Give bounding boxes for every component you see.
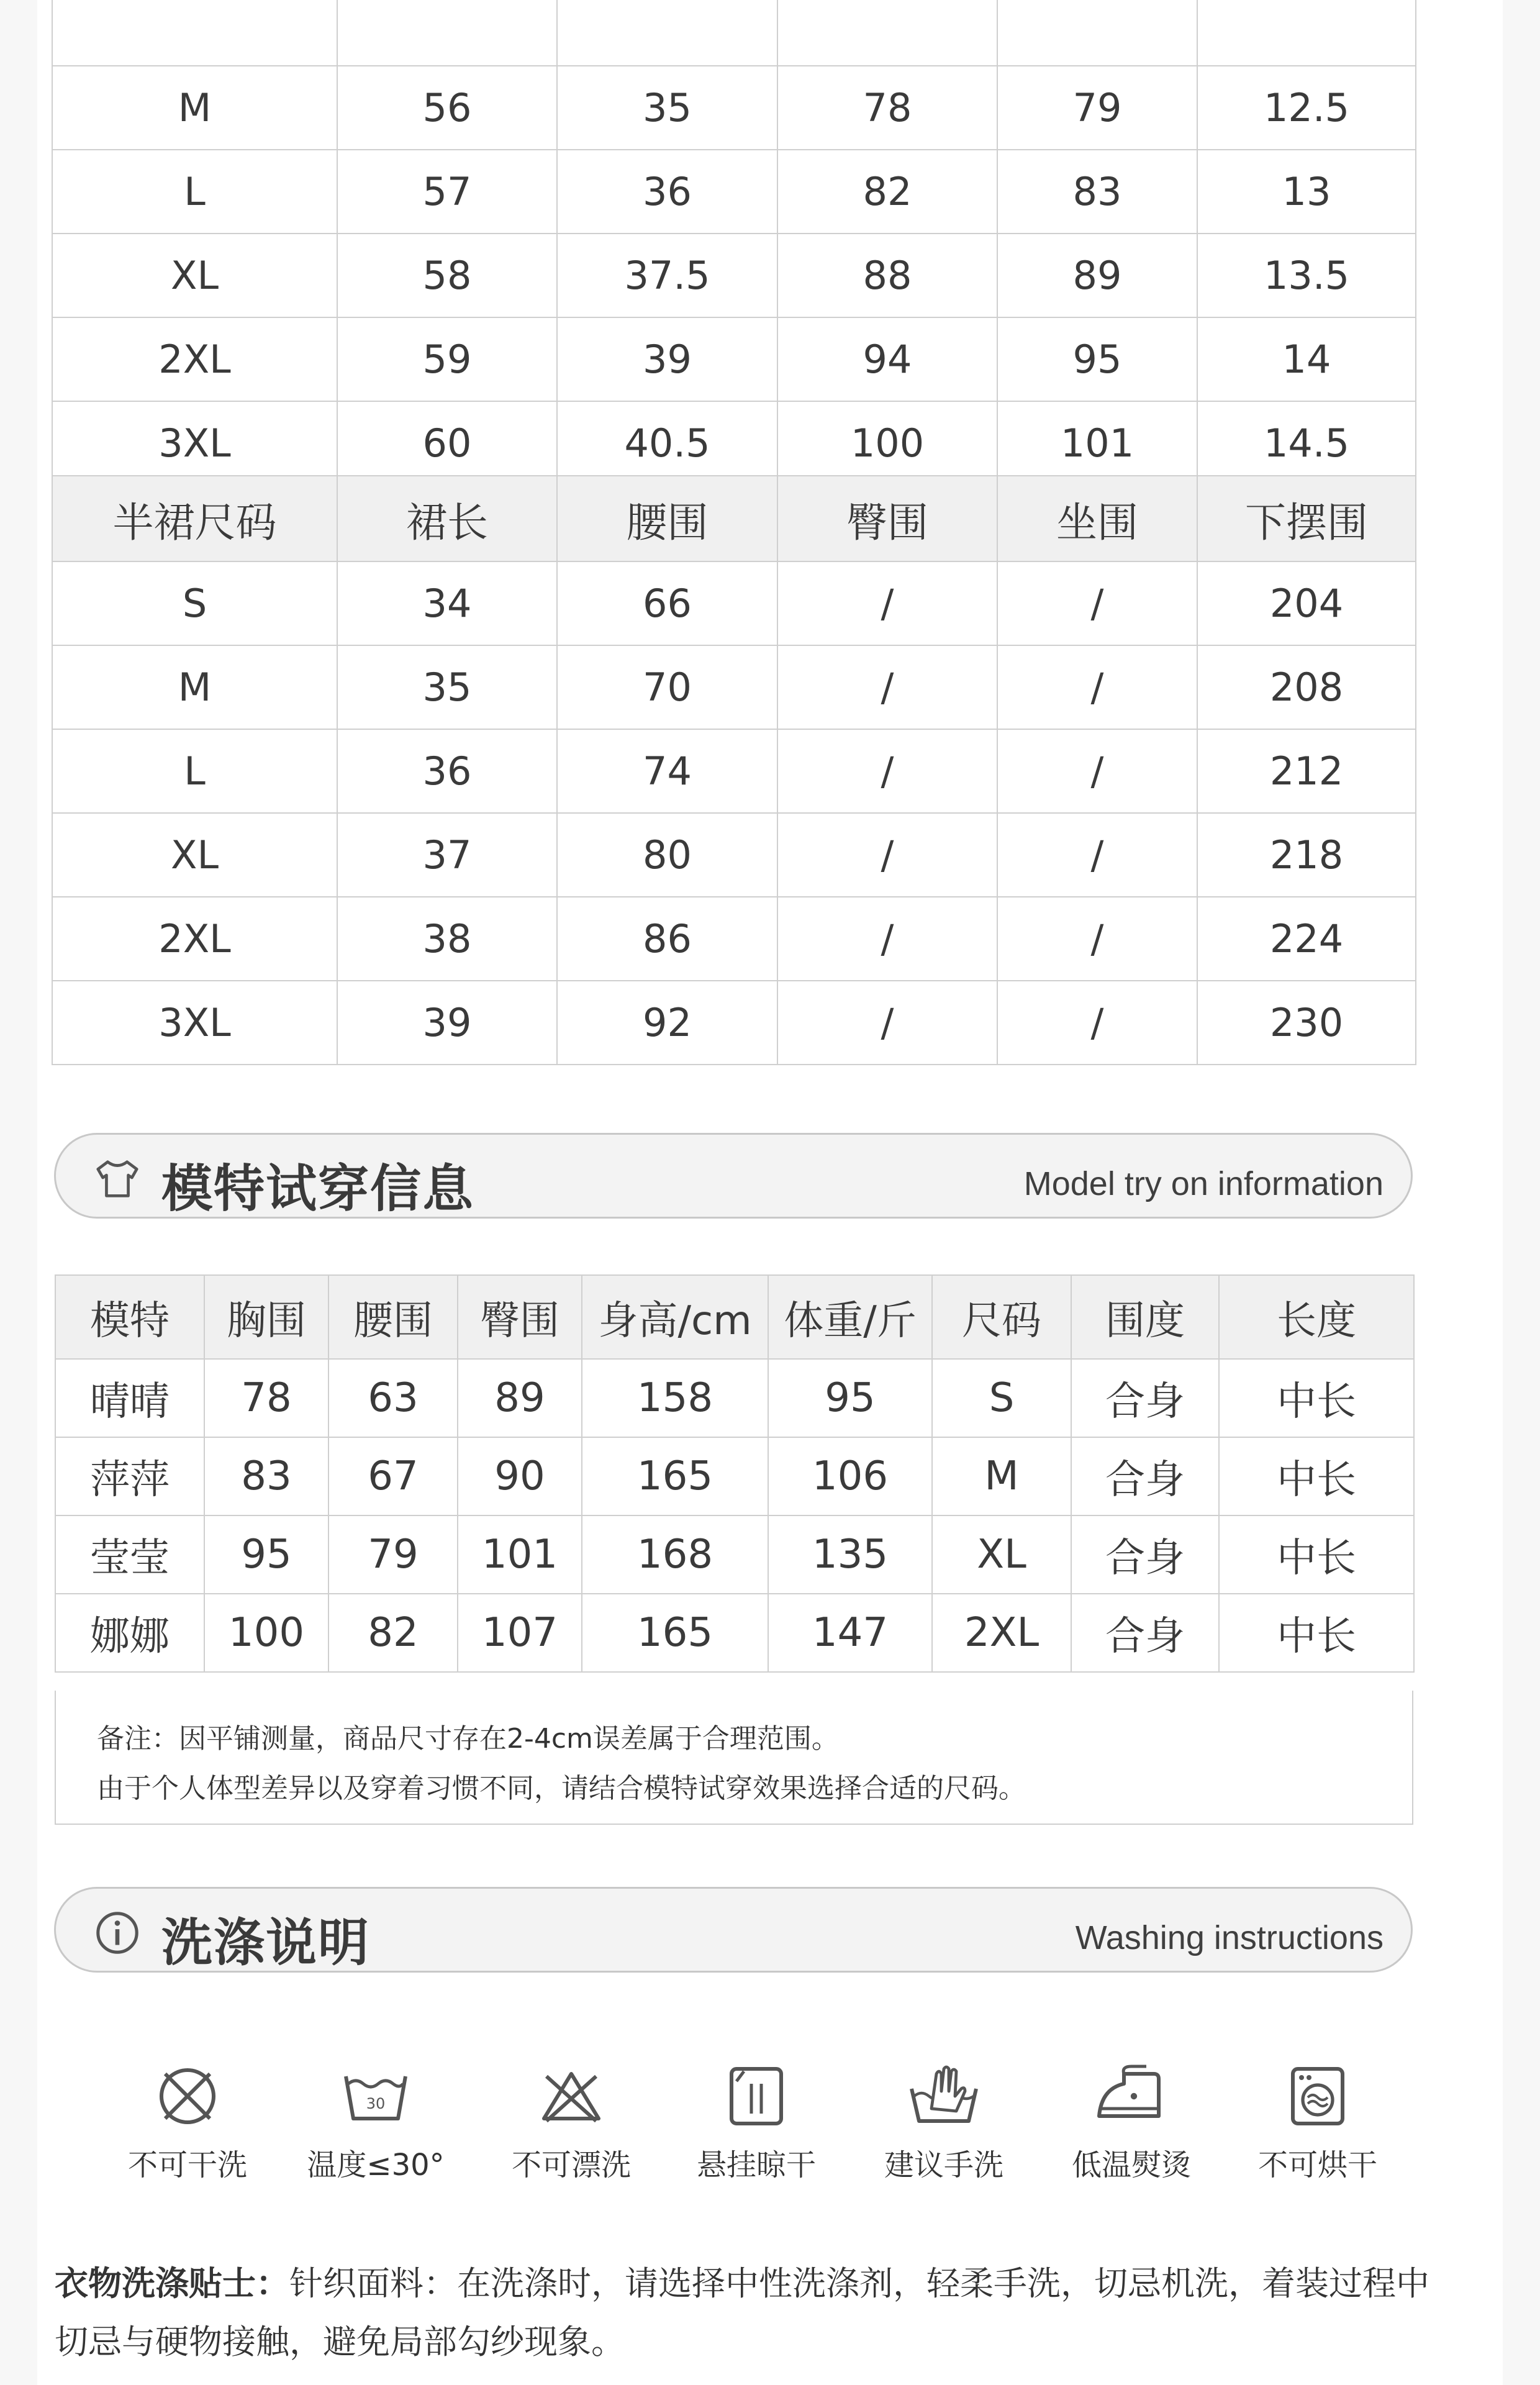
table-cell: 40.5	[557, 401, 777, 485]
table-row	[52, 317, 1416, 401]
table-cell: 合身	[1071, 1515, 1219, 1594]
table-cell: 36	[557, 150, 777, 234]
column-header: 裙长	[337, 476, 557, 561]
table-row	[55, 1515, 1414, 1594]
table-cell: 萍萍	[55, 1437, 204, 1515]
table-cell: /	[777, 561, 997, 645]
table-cell: XL	[52, 234, 337, 317]
table-cell: 158	[582, 1359, 768, 1437]
table-cell	[997, 0, 1197, 66]
hang-dry-item	[663, 2059, 849, 2184]
table-cell: 70	[557, 645, 777, 729]
column-header: 胸围	[204, 1275, 328, 1359]
table-cell: 13.5	[1197, 234, 1416, 317]
section-subtitle: Washing instructions	[1075, 1919, 1384, 1956]
section-title: 模特试穿信息	[161, 1160, 475, 1219]
table-cell: 63	[328, 1359, 458, 1437]
tshirt-icon	[93, 1155, 142, 1203]
table-cell	[337, 0, 557, 66]
no-dry-clean-item	[94, 2059, 281, 2184]
table-cell: 80	[557, 813, 777, 897]
column-header: 模特	[55, 1275, 204, 1359]
column-header: 身高/cm	[582, 1275, 768, 1359]
wash-label: 不可干洗	[127, 2148, 247, 2183]
table-cell: 39	[337, 981, 557, 1065]
table-cell: 2XL	[52, 897, 337, 981]
table-cell: S	[932, 1359, 1071, 1437]
table-cell: 95	[768, 1359, 932, 1437]
table-cell: M	[52, 645, 337, 729]
table-row	[55, 1437, 1414, 1515]
table-cell: 83	[204, 1437, 328, 1515]
hand-wash-icon	[904, 2059, 984, 2133]
table-row	[52, 0, 1416, 66]
table-cell: 208	[1197, 645, 1416, 729]
table-cell: 中长	[1219, 1515, 1414, 1594]
table-cell: 100	[777, 401, 997, 485]
note-line: 由于个人体型差异以及穿着习惯不同，请结合模特试穿效果选择合适的尺码。	[97, 1773, 1026, 1804]
table-cell: 3XL	[52, 401, 337, 485]
table-cell: 莹莹	[55, 1515, 204, 1594]
low-iron-item	[1038, 2059, 1225, 2184]
table-cell: 74	[557, 729, 777, 813]
table-cell: 107	[458, 1594, 582, 1672]
table-cell: M	[932, 1437, 1071, 1515]
column-header: 半裙尺码	[52, 476, 337, 561]
model-table-header-row	[55, 1275, 1414, 1359]
table-cell: 12.5	[1197, 66, 1416, 150]
table-cell: 13	[1197, 150, 1416, 234]
table-cell: 合身	[1071, 1594, 1219, 1672]
table-cell: 82	[328, 1594, 458, 1672]
table-cell: 57	[337, 150, 557, 234]
table-cell: 224	[1197, 897, 1416, 981]
table-cell: 94	[777, 317, 997, 401]
wash-30-item	[283, 2059, 469, 2184]
no-bleach-icon	[534, 2059, 609, 2133]
table-cell: /	[997, 813, 1197, 897]
table-cell: 34	[337, 561, 557, 645]
table-cell	[777, 0, 997, 66]
table-cell: 101	[997, 401, 1197, 485]
size-notes	[55, 1691, 1413, 1825]
wash-30-badge: 30	[366, 2095, 386, 2112]
column-header: 长度	[1219, 1275, 1414, 1359]
column-header: 围度	[1071, 1275, 1219, 1359]
table-row	[52, 897, 1416, 981]
table-cell: 中长	[1219, 1437, 1414, 1515]
hand-wash-item	[851, 2059, 1037, 2184]
table-cell: 娜娜	[55, 1594, 204, 1672]
column-header: 腰围	[557, 476, 777, 561]
low-iron-icon	[1091, 2059, 1172, 2133]
table-cell: 59	[337, 317, 557, 401]
table-cell	[52, 0, 337, 66]
table-cell: /	[777, 813, 997, 897]
table-cell: 95	[997, 317, 1197, 401]
table-row	[52, 66, 1416, 150]
table-cell: 100	[204, 1594, 328, 1672]
skirt-size-table	[52, 475, 1416, 1065]
table-cell: 67	[328, 1437, 458, 1515]
table-cell: 212	[1197, 729, 1416, 813]
no-tumble-dry-icon	[1280, 2059, 1355, 2133]
wash-label: 建议手洗	[884, 2148, 1003, 2183]
table-cell: 56	[337, 66, 557, 150]
table-cell: 89	[458, 1359, 582, 1437]
table-cell: XL	[52, 813, 337, 897]
wash-label: 低温熨烫	[1071, 2148, 1191, 2183]
table-row	[55, 1594, 1414, 1672]
skirt-table-header-row	[52, 476, 1416, 561]
table-cell: 218	[1197, 813, 1416, 897]
table-cell: 95	[204, 1515, 328, 1594]
table-cell: L	[52, 729, 337, 813]
table-cell: 78	[777, 66, 997, 150]
wash-label: 温度≤30°	[307, 2148, 445, 2183]
table-cell: 36	[337, 729, 557, 813]
wash-section-header	[54, 1887, 1413, 1973]
table-cell: 2XL	[932, 1594, 1071, 1672]
table-cell	[557, 0, 777, 66]
section-title: 洗涤说明	[161, 1914, 371, 1973]
section-subtitle: Model try on information	[1023, 1165, 1384, 1202]
table-cell: 79	[997, 66, 1197, 150]
table-cell: 86	[557, 897, 777, 981]
table-cell: /	[997, 645, 1197, 729]
table-cell: 合身	[1071, 1359, 1219, 1437]
table-cell: 230	[1197, 981, 1416, 1065]
table-row	[52, 981, 1416, 1065]
model-tryon-table	[55, 1274, 1415, 1673]
table-cell	[1197, 0, 1416, 66]
table-cell: 2XL	[52, 317, 337, 401]
table-cell: 82	[777, 150, 997, 234]
info-circle-icon	[93, 1909, 142, 1957]
table-cell: M	[52, 66, 337, 150]
column-header: 坐围	[997, 476, 1197, 561]
table-row	[52, 234, 1416, 317]
wash-label: 不可漂洗	[511, 2148, 631, 2183]
table-cell: 88	[777, 234, 997, 317]
table-cell: 106	[768, 1437, 932, 1515]
column-header: 体重/斤	[768, 1275, 932, 1359]
table-cell: 78	[204, 1359, 328, 1437]
table-cell: 101	[458, 1515, 582, 1594]
hang-dry-icon	[719, 2059, 794, 2133]
wash-label: 不可烘干	[1257, 2148, 1377, 2183]
table-cell: 147	[768, 1594, 932, 1672]
table-cell: /	[777, 897, 997, 981]
table-cell: 89	[997, 234, 1197, 317]
column-header: 尺码	[932, 1275, 1071, 1359]
table-cell: 晴晴	[55, 1359, 204, 1437]
column-header: 腰围	[328, 1275, 458, 1359]
table-cell: 79	[328, 1515, 458, 1594]
table-cell: 14.5	[1197, 401, 1416, 485]
table-cell: 中长	[1219, 1359, 1414, 1437]
wash-30-icon	[338, 2059, 413, 2133]
table-cell: XL	[932, 1515, 1071, 1594]
table-cell: 3XL	[52, 981, 337, 1065]
note-line: 备注：因平铺测量，商品尺寸存在2-4cm误差属于合理范围。	[97, 1723, 839, 1755]
column-header: 臀围	[777, 476, 997, 561]
table-cell: 35	[557, 66, 777, 150]
table-cell: 168	[582, 1515, 768, 1594]
top-size-table	[52, 0, 1416, 486]
table-cell: 165	[582, 1437, 768, 1515]
table-cell: 90	[458, 1437, 582, 1515]
table-cell: 37	[337, 813, 557, 897]
table-cell: 14	[1197, 317, 1416, 401]
column-header: 臀围	[458, 1275, 582, 1359]
table-cell: /	[997, 729, 1197, 813]
table-row	[55, 1359, 1414, 1437]
table-row	[52, 729, 1416, 813]
table-cell: 58	[337, 234, 557, 317]
table-cell: 中长	[1219, 1594, 1414, 1672]
table-cell: 66	[557, 561, 777, 645]
table-row	[52, 561, 1416, 645]
table-cell: L	[52, 150, 337, 234]
wash-tips-label: 衣物洗涤贴士：	[55, 2264, 289, 2303]
wash-label: 悬挂晾干	[696, 2148, 816, 2183]
wash-tips	[55, 2255, 1439, 2371]
table-row	[52, 813, 1416, 897]
wash-tips-text: 针织面料：在洗涤时，请选择中性洗涤剂，轻柔手洗，切忌机洗，着装过程中切忌与硬物接触，避免局部勾纱现象。	[55, 2264, 1429, 2361]
table-cell: 35	[337, 645, 557, 729]
table-cell: 83	[997, 150, 1197, 234]
column-header: 下摆围	[1197, 476, 1416, 561]
table-cell: 39	[557, 317, 777, 401]
table-cell: /	[997, 561, 1197, 645]
table-cell: /	[777, 981, 997, 1065]
no-tumble-dry-item	[1225, 2059, 1411, 2184]
model-section-header	[54, 1133, 1413, 1219]
table-cell: 92	[557, 981, 777, 1065]
no-dry-clean-icon	[150, 2059, 225, 2133]
table-cell: 37.5	[557, 234, 777, 317]
table-cell: /	[777, 729, 997, 813]
table-cell: 38	[337, 897, 557, 981]
table-row	[52, 645, 1416, 729]
table-cell: /	[997, 897, 1197, 981]
table-cell: 135	[768, 1515, 932, 1594]
table-cell: 合身	[1071, 1437, 1219, 1515]
table-cell: 60	[337, 401, 557, 485]
table-row	[52, 401, 1416, 485]
table-cell: 204	[1197, 561, 1416, 645]
table-cell: /	[997, 981, 1197, 1065]
table-cell: /	[777, 645, 997, 729]
table-row	[52, 150, 1416, 234]
no-bleach-item	[478, 2059, 664, 2184]
table-cell: 165	[582, 1594, 768, 1672]
table-cell: S	[52, 561, 337, 645]
